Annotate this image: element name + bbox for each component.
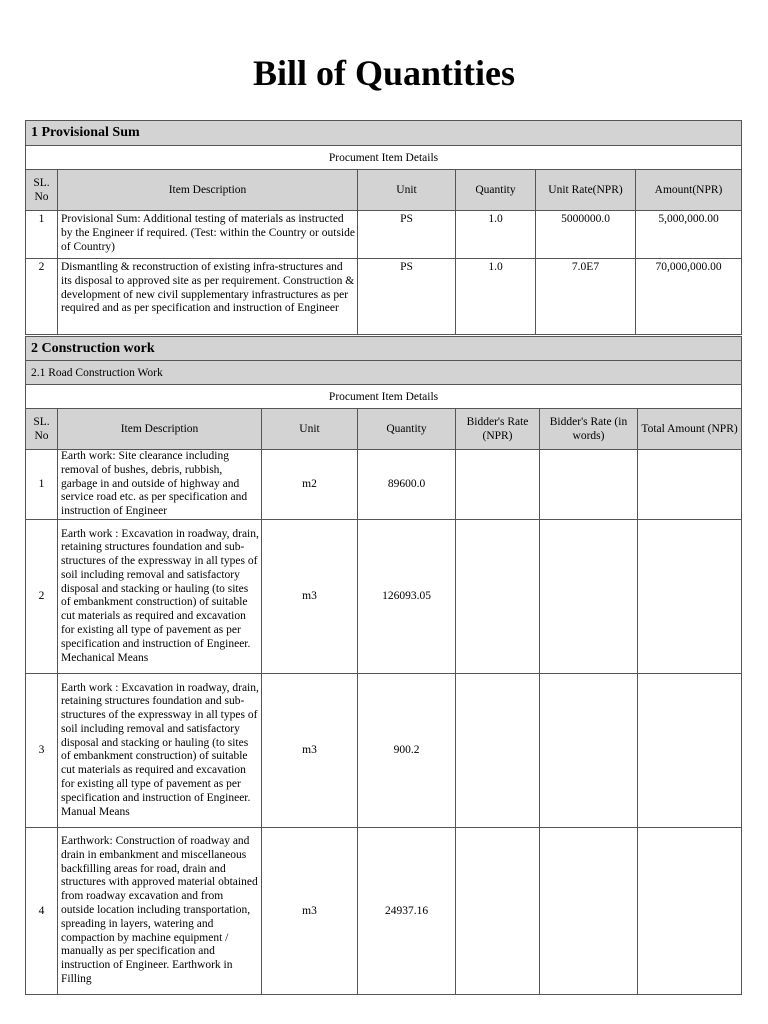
row-quantity: 24937.16 [358,827,456,994]
row-total-amount [638,827,742,994]
row-unit: m3 [262,827,358,994]
provisional-sum-table [25,120,742,335]
table-row [26,673,742,827]
row-sl: 3 [26,673,58,827]
row-sl: 2 [26,519,58,673]
row-bidder-rate [456,673,540,827]
row-total-amount [638,450,742,520]
row-bidder-rate [456,827,540,994]
row-total-amount [638,673,742,827]
column-header-unit: Unit [358,170,456,211]
column-header-sl: SL. No [26,409,58,450]
row-description: Earth work : Excavation in roadway, drain, retaining structures foundation and sub-structures of the expressway in all types of soil including removal and satisfactory disposal and stacking or hauling (to sites of embankment construction) of suitable cut materials as required and excavation for existing all type of pavement as per specification and instruction of Engineer. Mechanical Means [58,519,262,673]
row-amount: 70,000,000.00 [636,259,742,335]
row-description: Provisional Sum: Additional testing of materials as instructed by the Engineer if required. (Test: within the Country or outside of Country) [58,211,358,259]
column-header-bidder-rate-words: Bidder's Rate (in words) [540,409,638,450]
construction-work-table [25,336,742,995]
subsection-heading: 2.1 Road Construction Work [26,361,742,385]
column-header-quantity: Quantity [358,409,456,450]
column-header-description: Item Description [58,170,358,211]
row-bidder-rate [456,450,540,520]
table-row [26,259,742,335]
row-sl: 4 [26,827,58,994]
row-rate: 7.0E7 [536,259,636,335]
row-sl: 1 [26,211,58,259]
column-header-total-amount: Total Amount (NPR) [638,409,742,450]
row-description: Dismantling & reconstruction of existing infra-structures and its disposal to approved site as per requirement. Construction & development of new civil supplementary infrastructures as per required and as per specification and instruction of Engineer [58,259,358,335]
row-unit: PS [358,259,456,335]
row-description: Earth work : Excavation in roadway, drain, retaining structures foundation and sub-structures of the expressway in all types of soil including removal and satisfactory disposal and stacking or hauling (to sites of embankment construction) of suitable cut materials as required and excavation for existing all type of pavement as per specification and instruction of Engineer. Manual Means [58,673,262,827]
row-quantity: 89600.0 [358,450,456,520]
table-row [26,827,742,994]
table-row [26,519,742,673]
row-unit: PS [358,211,456,259]
row-bidder-rate-words [540,450,638,520]
column-header-description: Item Description [58,409,262,450]
row-quantity: 1.0 [456,259,536,335]
column-header-unit: Unit [262,409,358,450]
row-unit: m3 [262,673,358,827]
row-total-amount [638,519,742,673]
column-header-sl: SL. No [26,170,58,211]
column-header-amount: Amount(NPR) [636,170,742,211]
row-unit: m3 [262,519,358,673]
row-sl: 1 [26,450,58,520]
table-row [26,450,742,520]
section-heading: 2 Construction work [26,337,742,361]
page-title: Bill of Quantities [252,53,516,93]
procurement-label: Procument Item Details [26,385,742,409]
row-description: Earth work: Site clearance including removal of bushes, debris, rubbish, garbage in and outside of highway and service road etc. as per specification and instruction of Engineer [58,450,262,520]
column-header-quantity: Quantity [456,170,536,211]
section-heading: 1 Provisional Sum [26,121,742,146]
row-bidder-rate-words [540,673,638,827]
row-sl: 2 [26,259,58,335]
table-row [26,211,742,259]
column-header-unit-rate: Unit Rate(NPR) [536,170,636,211]
row-amount: 5,000,000.00 [636,211,742,259]
row-quantity: 126093.05 [358,519,456,673]
row-quantity: 900.2 [358,673,456,827]
row-quantity: 1.0 [456,211,536,259]
row-bidder-rate-words [540,827,638,994]
procurement-label: Procument Item Details [26,146,742,170]
row-unit: m2 [262,450,358,520]
column-header-bidder-rate: Bidder's Rate (NPR) [456,409,540,450]
row-bidder-rate-words [540,519,638,673]
row-description: Earthwork: Construction of roadway and drain in embankment and miscellaneous backfilling areas for road, drain and structures with approved material obtained from roadway excavation and from outside location including transportation, spreading in layers, watering and compaction by machine equipment / manually as per specification and instruction of Engineer. Earthwork in Filling [58,827,262,994]
row-rate: 5000000.0 [536,211,636,259]
row-bidder-rate [456,519,540,673]
